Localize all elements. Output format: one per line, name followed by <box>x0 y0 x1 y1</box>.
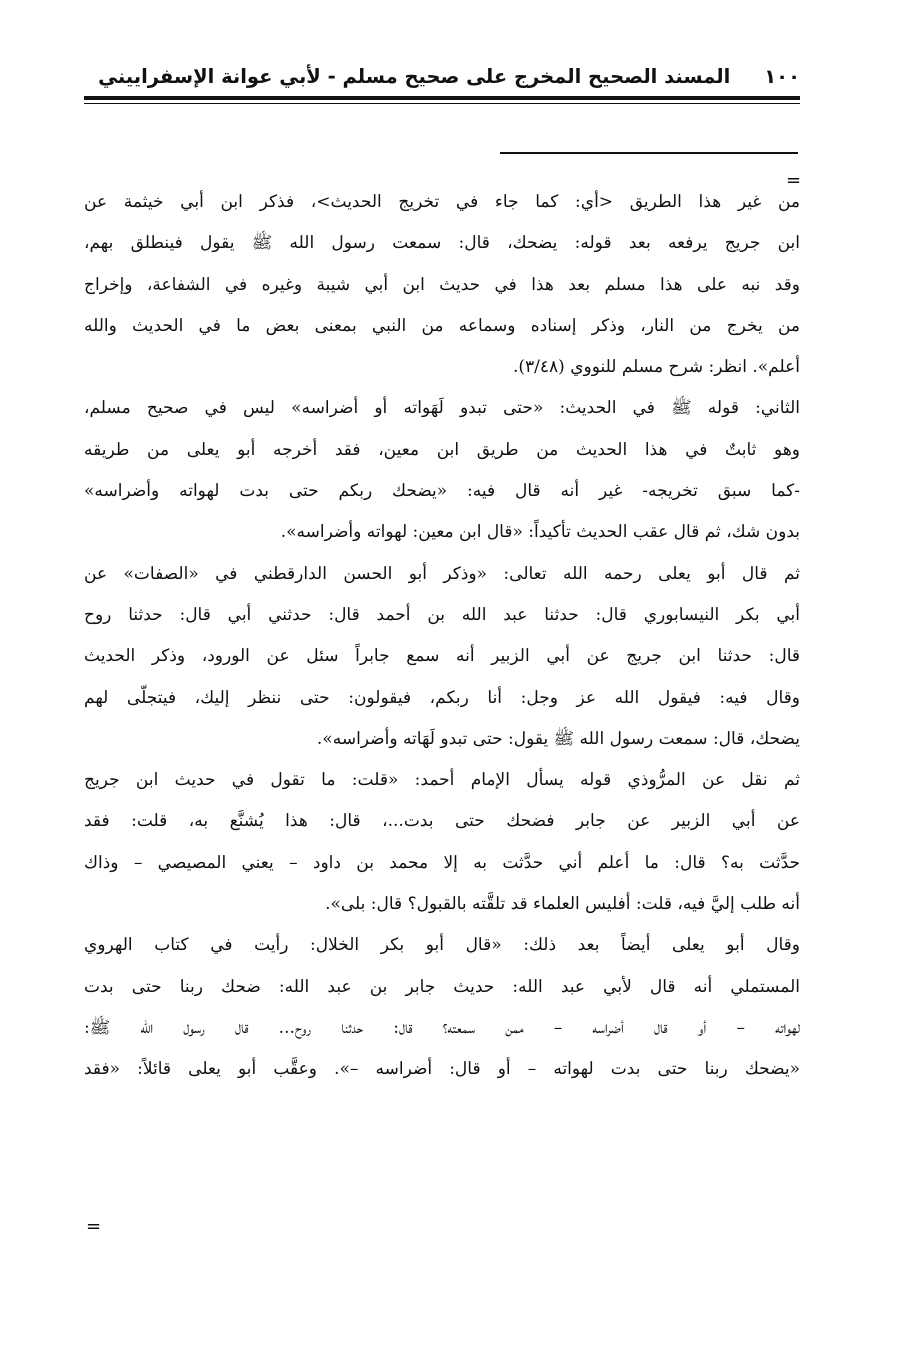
text-line: أبي بكر النيسابوري قال: حدثنا عبد الله بن أحمد قال: حدثني أبي قال: حدثنا روح <box>84 604 800 625</box>
text-line: ثم قال أبو يعلى رحمه الله تعالى: «وذكر أبو الحسن الدارقطني في «الصفات» عن <box>84 563 800 584</box>
footnote-body <box>84 182 800 1091</box>
text-line: أنه طلب إليَّ فيه، قلت: أفليس العلماء قد تلقَّته بالقبول؟ قال: بلى». <box>325 894 800 915</box>
text-line: عن أبي الزبير عن جابر فضحك حتى بدت...، قال: هذا يُشنَّع به، قلت: فقد <box>84 811 800 832</box>
text-line: «يضحك ربنا حتى بدت لهواته – أو قال: أضراسه –». وعقَّب أبو يعلى قائلاً: «فقد <box>84 1059 800 1080</box>
text-line: يضحك، قال: سمعت رسول الله ﷺ يقول: حتى تبدو لَهَاته وأضراسه». <box>316 728 800 749</box>
page-number: ١٠٠ <box>764 64 800 88</box>
text-line: أعلم». انظر: شرح مسلم للنووي (٣/٤٨). <box>513 357 800 378</box>
text-line: وقال أبو يعلى أيضاً بعد ذلك: «قال أبو بكر الخلال: رأيت في كتاب الهروي <box>84 935 800 956</box>
text-line: ابن جريج يرفعه بعد قوله: يضحك، قال: سمعت رسول الله ﷺ يقول فينطلق بهم، <box>84 233 800 254</box>
text-line: وقال فيه: فيقول الله عز وجل: أنا ربكم، فيقولون: حتى ننظر إليك، فيتجلّى لهم <box>84 687 800 708</box>
running-title: المسند الصحيح المخرج على صحيح مسلم - لأبي عوانة الإسفراييني <box>98 64 731 88</box>
text-line: ثم نقل عن المرُّوذي قوله يسأل الإمام أحمد: «قلت: ما تقول في حديث ابن جريج <box>84 770 800 791</box>
footnote-separator <box>500 152 798 154</box>
page-header <box>84 58 800 94</box>
continuation-mark-bottom: = <box>86 1216 102 1237</box>
text-line: بدون شك، ثم قال عقب الحديث تأكيداً: «قال ابن معين: لهواته وأضراسه». <box>280 522 800 543</box>
text-line: من غير هذا الطريق <أي: كما جاء في تخريج الحديث>، فذكر ابن أبي خيثمة عن <box>84 192 800 212</box>
text-line: -كما سبق تخريجه- غير أنه قال فيه: «يضحك ربكم حتى بدت لهواته وأضراسه» <box>84 481 800 502</box>
text-line: قال: حدثنا ابن جريج عن أبي الزبير أنه سمع جابراً سئل عن الورود، وذكر الحديث <box>84 646 800 667</box>
text-line: المستملي أنه قال لأبي عبد الله: حديث جابر بن عبد الله: ضحك ربنا حتى بدت <box>84 976 800 997</box>
text-line: وهو ثابتٌ في هذا الحديث من طريق ابن معين، فقد أخرجه أبو يعلى من طريقه <box>84 439 800 460</box>
header-rule-thin <box>84 103 800 104</box>
text-line: وقد نبه على هذا مسلم بعد هذا في حديث ابن أبي شيبة وغيره في الشفاعة، وإخراج <box>84 274 800 295</box>
header-rule-thick <box>84 96 800 100</box>
text-line: لهواته – أو قال أضراسه – ممن سمعته؟ قال: حدثنا روح... قال رسول الله ﷺ: <box>84 1017 800 1038</box>
text-line: حدَّثت به؟ قال: ما أعلم أني حدَّثت به إلا محمد بن داود – يعني المصيصي – وذاك <box>84 852 800 873</box>
continuation-mark-top: = <box>786 170 802 191</box>
text-line: من يخرج من النار، وذكر إسناده وسماعه من النبي بمعنى بعض ما في الحديث والله <box>84 315 800 336</box>
text-line: الثاني: قوله ﷺ في الحديث: «حتى تبدو لَهَواته أو أضراسه» ليس في صحيح مسلم، <box>84 398 800 419</box>
